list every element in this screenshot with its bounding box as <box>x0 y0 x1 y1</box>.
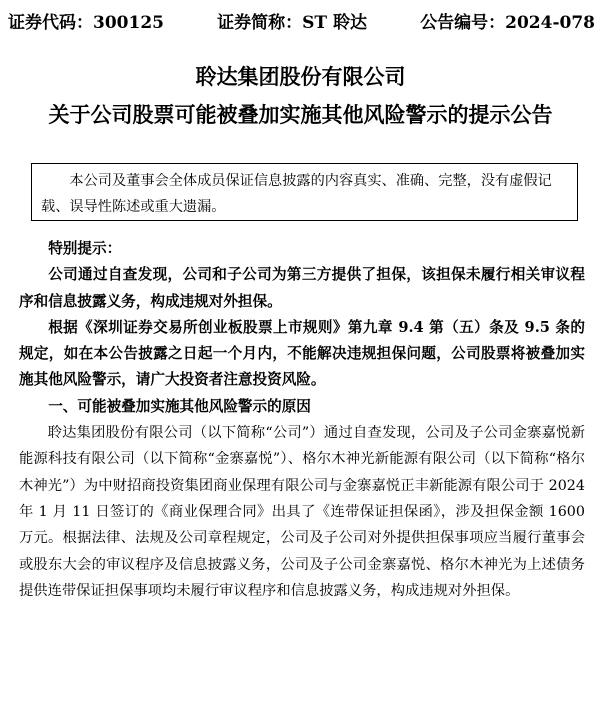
announcement-title-block <box>0 58 601 134</box>
section-1-paragraph-1: 聆达集团股份有限公司（以下简称“公司”）通过自查发现，公司及子公司金寨嘉悦新能源科技有限公司（以下简称“金寨嘉悦”）、格尔木神光新能源有限公司（以下简称“格尔木神光”）为中财招商投资集团商业保理有限公司与金寨嘉悦正丰新能源有限公司于 2024 年 1 月 11 日签订的《商业保理合同》出具了《连带保证担保函》，涉及担保金额 1600 万元。根据法律、法规及公司章程规定，公司及子公司对外提供担保事项应当履行董事会或股东大会的审议程序及信息披露义务，公司及子公司金寨嘉悦、格尔木神光为上述债务提供连带保证担保事项均未履行审议程序和信息披露义务，构成违规对外担保。 <box>19 425 585 599</box>
announcement-body <box>19 236 585 604</box>
security-short-name: 证券简称：ST 聆达 <box>217 13 367 33</box>
announcement-number: 公告编号：2024-078 <box>420 13 595 33</box>
special-notice-label: 特别提示： <box>48 240 122 257</box>
special-notice-paragraph-2: 根据《深圳证券交易所创业板股票上市规则》第九章 9.4 第（五）条及 9.5 条的规定，如在本公告披露之日起一个月内，不能解决违规担保问题，公司股票将被叠加实施其他风险警示，请广大投资者注意投资风险。 <box>19 318 585 389</box>
announcement-header <box>8 10 595 36</box>
security-code: 证券代码：300125 <box>8 13 164 33</box>
board-guarantee-statement: 本公司及董事会全体成员保证信息披露的内容真实、准确、完整，没有虚假记载、误导性陈述或重大遗漏。 <box>41 173 552 215</box>
company-name-title: 聆达集团股份有限公司 <box>195 64 406 89</box>
special-notice-paragraph-1: 公司通过自查发现，公司和子公司为第三方提供了担保，该担保未履行相关审议程序和信息披露义务，构成违规对外担保。 <box>19 266 585 310</box>
board-guarantee-notice-box <box>31 163 578 221</box>
section-1-heading: 一、可能被叠加实施其他风险警示的原因 <box>48 397 311 415</box>
announcement-subject-title: 关于公司股票可能被叠加实施其他风险警示的提示公告 <box>48 102 553 127</box>
